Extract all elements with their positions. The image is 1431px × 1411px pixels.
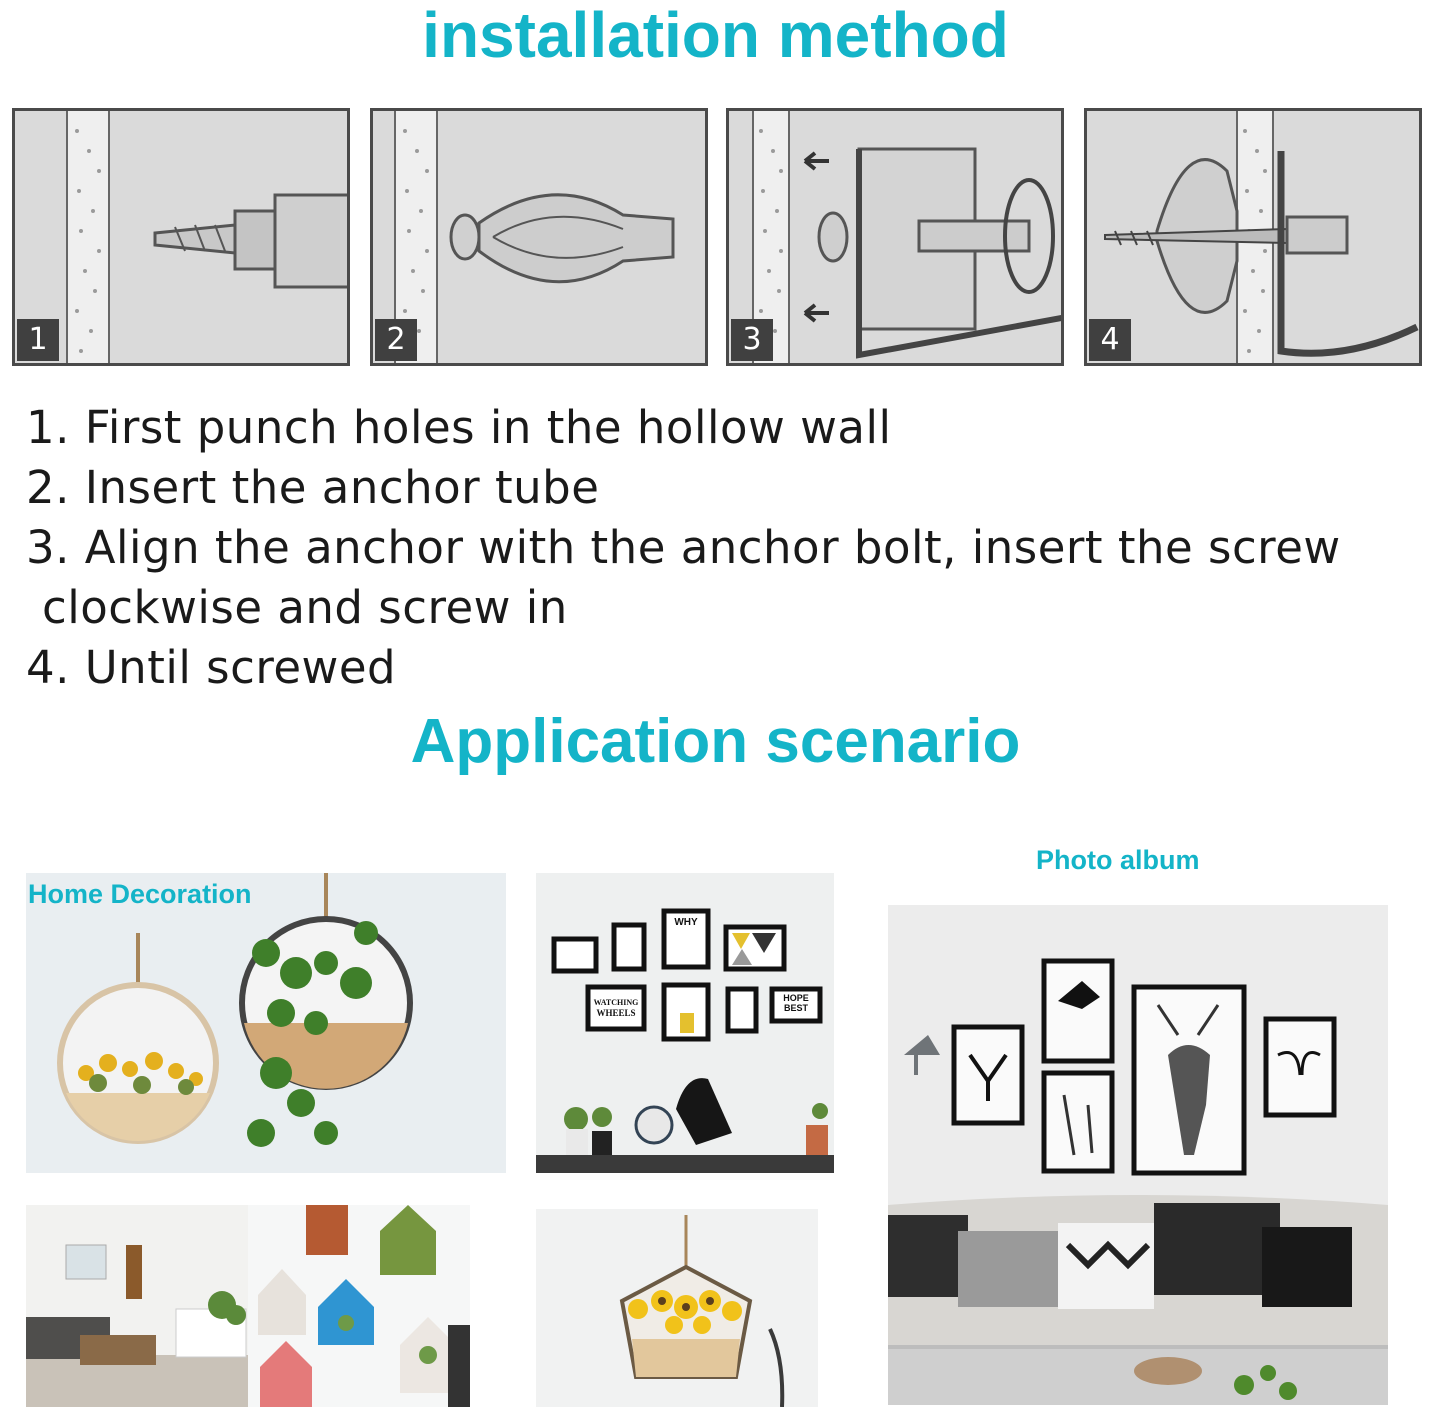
application-title: Application scenario (410, 707, 1021, 776)
living-room-photo (26, 1205, 248, 1407)
photo-album-label: Photo album (1036, 845, 1200, 875)
step-1-illustration (12, 108, 350, 366)
step-number: 4 (1089, 319, 1131, 361)
step-2-illustration (370, 108, 708, 366)
instruction-step-1: 1. First punch holes in the hollow wall (26, 401, 892, 454)
step-number: 3 (731, 319, 773, 361)
photo-album-photo (888, 905, 1388, 1405)
step-number: 2 (375, 319, 417, 361)
instructions-list (26, 398, 1341, 698)
frame-text-hope: HOPE (783, 993, 809, 1003)
step-4-illustration (1084, 108, 1422, 366)
instruction-step-3: 3. Align the anchor with the anchor bolt, insert the screw (26, 521, 1341, 574)
pentagon-planter-photo (536, 1209, 818, 1407)
step-number: 1 (17, 319, 59, 361)
home-decoration-label: Home Decoration (28, 879, 252, 909)
instruction-step-3-continued: clockwise and screw in (42, 581, 568, 634)
step-3-illustration (726, 108, 1064, 366)
frame-text-wheels: WHEELS (596, 1008, 636, 1018)
home-decoration-photo (26, 873, 506, 1173)
installation-title: installation method (422, 0, 1009, 71)
frame-text-why: WHY (674, 917, 698, 928)
frame-text-watching: WATCHING (593, 998, 639, 1007)
frame-text-best: BEST (783, 1003, 809, 1013)
house-shelves-photo (248, 1205, 470, 1407)
frame-gallery-photo (536, 873, 834, 1173)
instruction-step-2: 2. Insert the anchor tube (26, 461, 600, 514)
instruction-step-4: 4. Until screwed (26, 641, 397, 694)
